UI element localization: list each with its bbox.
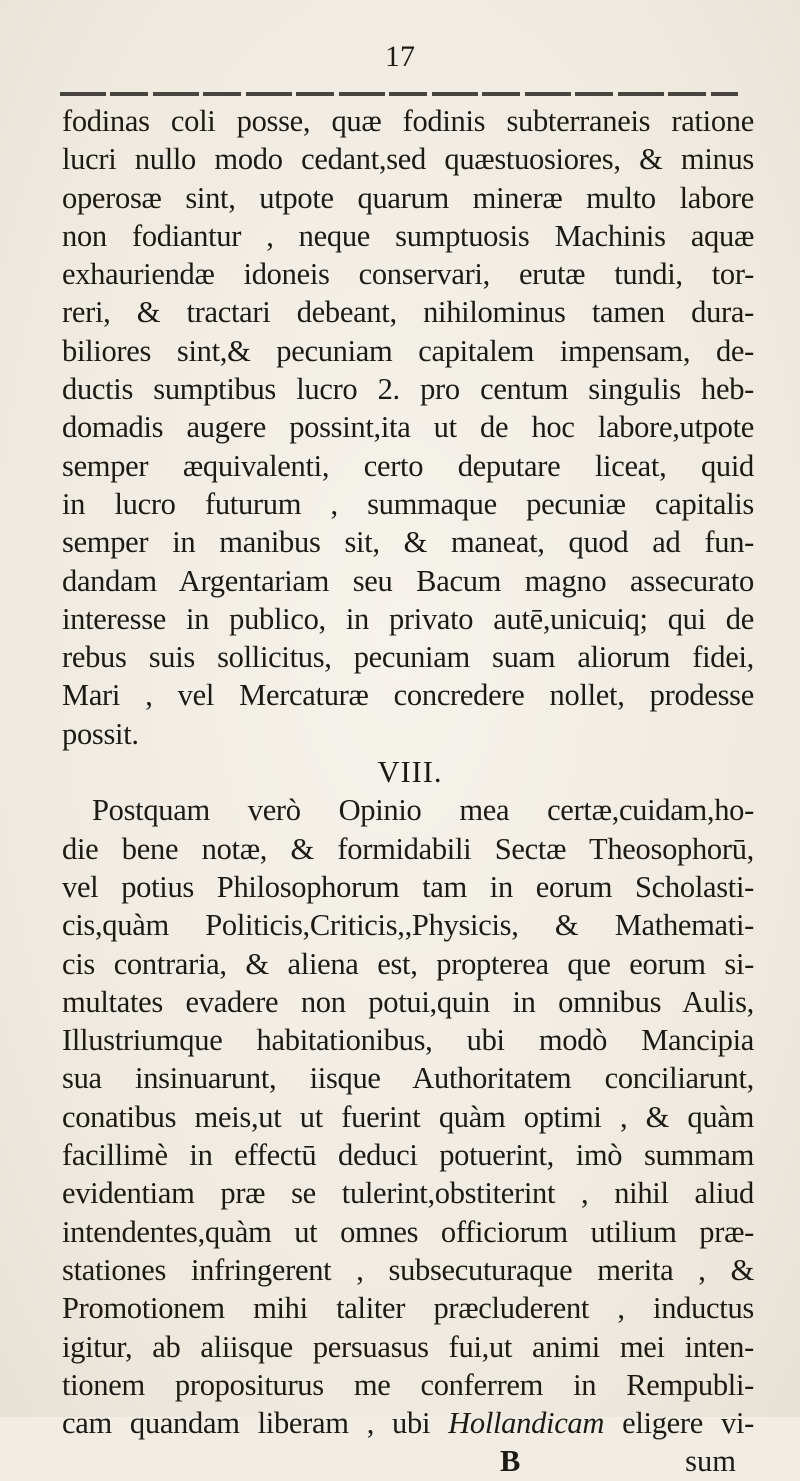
text-line: cis contraria, & aliena est, propterea que eorum si- (62, 946, 754, 981)
text-line: facillimè in effectū deduci potuerint, imò summam (62, 1138, 754, 1173)
final-line-start: cam quandam liberam , ubi (62, 1406, 449, 1441)
text-line: semper æquivalenti, certo deputare liceat, quid (62, 448, 754, 483)
page-number: 17 (385, 40, 415, 73)
italic-word: Hollandicam (448, 1406, 605, 1441)
catchword: sum (685, 1444, 736, 1479)
section-heading: VIII. (377, 755, 443, 790)
text-line: stationes infringerent , subsecuturaque merita , & (62, 1252, 754, 1287)
text-line: die bene notæ, & formidabili Sectæ Theosophorū, (62, 831, 754, 866)
text-line: in lucro futurum , summaque pecuniæ capitalis (62, 486, 754, 521)
text-line: dandam Argentariam seu Bacum magno assecurato (62, 563, 754, 598)
signature-mark: B (500, 1444, 521, 1479)
text-block (62, 102, 754, 1481)
text-line: interesse in publico, in privato autē,unicuiq; qui de (62, 601, 754, 636)
text-line: rebus suis sollicitus, pecuniam suam aliorum fidei, (62, 640, 754, 675)
final-line-end: eligere vi- (604, 1406, 754, 1441)
text-line: cis,quàm Politicis,Criticis,,Physicis, & Mathemati- (62, 908, 754, 943)
text-line: domadis augere possint,ita ut de hoc labore,utpote (62, 410, 754, 445)
header-rule (60, 92, 738, 96)
text-line: Mari , vel Mercaturæ concredere nollet, prodesse (62, 678, 754, 713)
text-line: Postquam verò Opinio mea certæ,cuidam,ho- (92, 793, 754, 828)
text-line: possit. (62, 716, 139, 751)
text-line: biliores sint,& pecuniam capitalem impensam, de- (62, 333, 754, 368)
text-line: fodinas coli posse, quæ fodinis subterraneis ratione (62, 104, 754, 138)
text-line: ductis sumptibus lucro 2. pro centum singulis heb- (62, 372, 754, 407)
text-line: tionem propositurus me conferrem in Rempubli- (62, 1367, 754, 1402)
text-line: semper in manibus sit, & maneat, quod ad fun- (62, 525, 754, 560)
text-line: lucri nullo modo cedant,sed quæstuosiores, & minus (62, 142, 754, 177)
text-line: vel potius Philosophorum tam in eorum Scholasti- (62, 869, 754, 904)
text-line: non fodiantur , neque sumptuosis Machinis aquæ (62, 218, 754, 253)
text-line: reri, & tractari debeant, nihilominus tamen dura- (62, 295, 754, 330)
text-line: exhauriendæ idoneis conservari, erutæ tundi, tor- (62, 257, 754, 292)
text-line: multates evadere non potui,quin in omnibus Aulis, (62, 984, 754, 1019)
text-line-final (62, 1404, 754, 1442)
text-line: Promotionem mihi taliter præcluderent , inductus (62, 1291, 754, 1326)
page-footer (62, 1442, 754, 1480)
text-line: igitur, ab aliisque persuasus fui,ut animi mei inten- (62, 1329, 754, 1364)
text-line: Illustriumque habitationibus, ubi modò Mancipia (62, 1023, 754, 1058)
text-line: evidentiam præ se tulerint,obstiterint , nihil aliud (62, 1176, 754, 1211)
text-line: operosæ sint, utpote quarum mineræ multo labore (62, 180, 754, 215)
text-line: conatibus meis,ut ut fuerint quàm optimi , & quàm (62, 1099, 754, 1134)
text-line: sua insinuarunt, iisque Authoritatem conciliarunt, (62, 1061, 754, 1096)
text-line: intendentes,quàm ut omnes officiorum utilium præ- (62, 1214, 754, 1249)
